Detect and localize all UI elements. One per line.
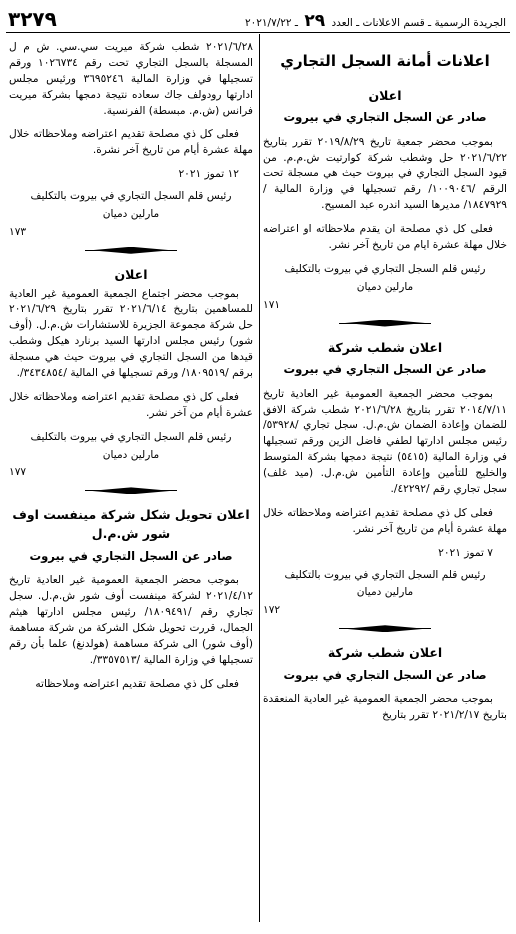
- notice-heading: اعلان شطب شركة: [327, 339, 443, 355]
- notice-number: ١٧١: [263, 298, 281, 311]
- signatory-name: مارلين دميان: [102, 448, 160, 461]
- notice-date: ١٢ تموز ٢٠٢١: [178, 168, 239, 181]
- notice-objection: فعلى كل ذي مصلحة تقديم اعتراضه وملاحظاته خلال مهلة عشرة أيام من تاريخ آخر نشر.: [263, 506, 507, 535]
- notice-heading: اعلان تحويل شكل شركة مينفست اوف شور ش.م.ل: [12, 507, 250, 542]
- notice-body: بموجب محضر اجتماع الجمعية العمومية غير العادية للمساهمين بتاريخ ٢٠٢١/٦/١٤ تقرر بتاريخ ٢٠٢١/٦/٢٩ حل شركة مجموعة الجزيرة للاستشارات ش.م.ل. (أوف شور) رئيس مجلس ادارتها السيد برنارد هيكل وشطب قيدها من السجل التجاري في بيروت حيث هي مسجلة برقم /١٨٠٩٥١٩/ ورقم تسجيلها في المالية /٣٤٣٤٨٥٤/.: [9, 287, 253, 379]
- header-title: [245, 9, 506, 35]
- section-divider: [345, 625, 425, 632]
- signatory-title: رئيس قلم السجل التجاري في بيروت بالتكليف: [30, 430, 232, 443]
- notice-number: ١٧٧: [9, 466, 27, 479]
- notice-source: صادر عن السجل التجاري في بيروت: [283, 110, 487, 125]
- section-title: اعلانات أمانة السجل التجاري: [280, 52, 490, 70]
- header-title-text: الجريدة الرسمية ـ قسم الاعلانات ـ العدد: [331, 17, 506, 29]
- notice-body: بموجب محضر الجمعية العمومية غير العادية تاريخ ٢٠١٤/٧/١١ تقرر بتاريخ ٢٠٢١/٦/٢٨ شطب شركة الافق للضمان وإعادة الضمان ش.م.ل. سجل تجاري /٥٣٩٢٨/ رئيس مجلس ادارتها لطفي فاضل الزين ورقم تسجيلها في وزارة المالية (٥٤١٥) نتيجة دمجها بشركة المتوسط والخليج للتأمين وإعادة التأمين ش.م.ل. (ميد غلف) سجل تجاري رقم /٤٢٢٩٢/.: [263, 387, 507, 496]
- signatory-title: رئيس قلم السجل التجاري في بيروت بالتكليف: [284, 568, 486, 581]
- signatory-title: رئيس قلم السجل التجاري في بيروت بالتكليف: [284, 262, 486, 275]
- header-rule: [6, 32, 510, 33]
- notice-body: بموجب محضر الجمعية العمومية غير العادية المنعقدة بتاريخ ٢٠٢١/٢/١٧ تقرر بتاريخ: [263, 693, 507, 722]
- page-number: ٣٢٧٩: [8, 7, 57, 31]
- notice-source: صادر عن السجل التجاري في بيروت: [283, 668, 487, 683]
- issue-date: ـ ٢٠٢١/٧/٢٢: [245, 17, 298, 29]
- signatory-title: رئيس قلم السجل التجاري في بيروت بالتكليف: [30, 190, 232, 203]
- signatory-name: مارلين دميان: [356, 586, 414, 599]
- notice-date: ٧ تموز ٢٠٢١: [438, 546, 493, 559]
- signatory-name: مارلين دميان: [356, 280, 414, 293]
- notice-source: صادر عن السجل التجاري في بيروت: [29, 548, 233, 563]
- signatory-name: مارلين دميان: [102, 208, 160, 221]
- notice-heading: اعلان شطب شركة: [327, 645, 443, 661]
- notice-objection: فعلى كل ذي مصلحة تقديم اعتراضه وملاحظاته خلال عشرة أيام من آخر نشر.: [9, 390, 253, 419]
- notice-body: بموجب محضر جمعية تاريخ ٢٠١٩/٨/٢٩ تقرر بتاريخ ٢٠٢١/٦/٢٢ حل وشطب شركة كوارتيت ش.م.م. من قيود السجل التجاري في بيروت حيث هي مسجلة تحت الرقم /١٠٠٩٠٤٦/ رقم تسجيلها في وزارة المالية /١٨٤٧٩٢٩/ مديرها السيد اندره عبد المسيح.: [263, 135, 507, 212]
- column-divider: [259, 34, 260, 922]
- section-divider: [345, 320, 425, 327]
- notice-heading: اعلان: [368, 87, 402, 103]
- notice-body: بموجب محضر الجمعية العمومية غير العادية تاريخ ٢٠٢١/٤/١٢ لشركة مينفست أوف شور ش.م.ل. سجل تجاري رقم /١٨٠٩٤٩١/ رئيس مجلس ادارتها هيثم الجمال، قررت تحويل شكل الشركة من شركة مساهمة (أوف شور) الى شركة مساهمة (هولدنغ) علما بأن رقم تسجيلها في وزارة المالية /٣٣٥٧٥١٣/.: [9, 574, 253, 666]
- notice-source: صادر عن السجل التجاري في بيروت: [283, 362, 487, 377]
- issue-number: ٢٩: [304, 11, 326, 31]
- page-header: [0, 0, 516, 34]
- notice-body: ٢٠٢١/٦/٢٨ شطب شركة ميريت سي.سي. ش م ل المسجلة بالسجل التجاري تحت رقم ١٠٢٦٧٣٤ ورقم تسجيلها في وزارة المالية ٣٦٩٥٢٤٦ ورئيس مجلس ادارتها رودولف جاك سعاده نتيجة دمجها بشركة ميريت فرانس (ش.م. مبسطة) الفرنسية.: [9, 41, 253, 117]
- left-column: [9, 40, 253, 700]
- section-divider: [91, 487, 171, 494]
- notice-number: ١٧٢: [263, 604, 281, 617]
- notice-number: ١٧٣: [9, 225, 27, 238]
- section-divider: [91, 247, 171, 254]
- right-column: [263, 40, 507, 732]
- notice-objection: فعلى كل ذي مصلحة تقديم اعتراضه وملاحظاته: [35, 677, 239, 690]
- notice-objection: فعلى كل ذي مصلحة تقديم اعتراضه وملاحظاته خلال مهلة عشرة أيام من تاريخ آخر نشرة.: [9, 128, 253, 157]
- notice-objection: فعلى كل ذي مصلحة ان يقدم ملاحظاته او اعتراضه خلال مهلة عشرة ايام من تاريخ آخر نشر.: [263, 223, 507, 251]
- notice-heading: اعلان: [114, 266, 148, 282]
